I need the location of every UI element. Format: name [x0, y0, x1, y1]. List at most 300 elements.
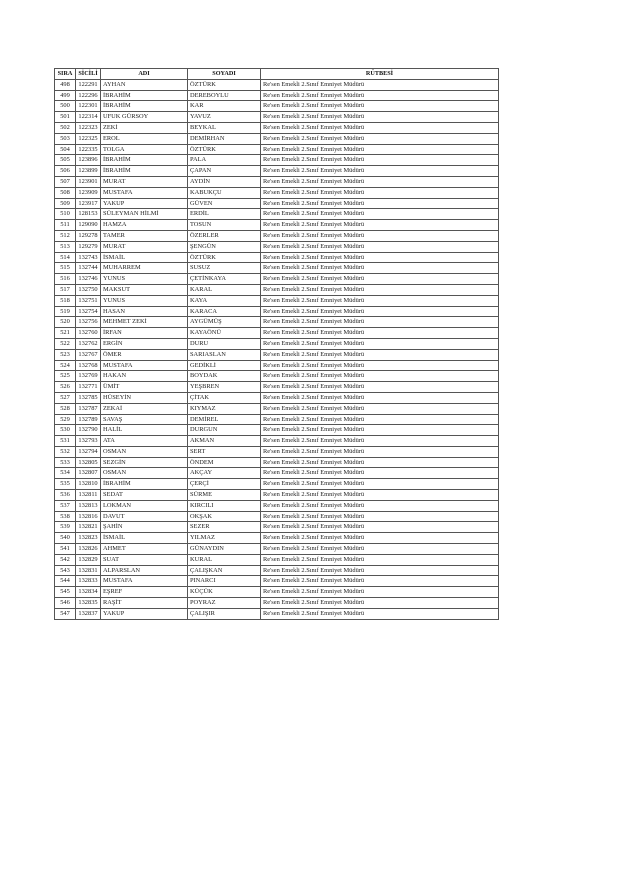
- table-row: [55, 360, 499, 371]
- table-row: [55, 187, 499, 198]
- rank-cell: Re'sen Emekli 2.Sınıf Emniyet Müdürü: [261, 209, 499, 220]
- sicil-cell: 132807: [76, 468, 101, 479]
- rank-cell: Re'sen Emekli 2.Sınıf Emniyet Müdürü: [261, 101, 499, 112]
- rank-cell: Re'sen Emekli 2.Sınıf Emniyet Müdürü: [261, 230, 499, 241]
- surname-cell: DURGUN: [188, 425, 261, 436]
- table-row: [55, 565, 499, 576]
- rank-cell: Re'sen Emekli 2.Sınıf Emniyet Müdürü: [261, 187, 499, 198]
- sira-cell: 539: [55, 522, 76, 533]
- surname-cell: ÖZTÜRK: [188, 79, 261, 90]
- rank-cell: Re'sen Emekli 2.Sınıf Emniyet Müdürü: [261, 490, 499, 501]
- surname-cell: DEMİREL: [188, 414, 261, 425]
- name-cell: TAMER: [101, 230, 188, 241]
- surname-cell: AKMAN: [188, 436, 261, 447]
- table-row: [55, 479, 499, 490]
- sicil-cell: 132829: [76, 554, 101, 565]
- surname-cell: OKŞAK: [188, 511, 261, 522]
- surname-cell: SUSUZ: [188, 263, 261, 274]
- surname-cell: YILMAZ: [188, 533, 261, 544]
- table-row: [55, 122, 499, 133]
- rank-cell: Re'sen Emekli 2.Sınıf Emniyet Müdürü: [261, 338, 499, 349]
- sira-cell: 500: [55, 101, 76, 112]
- sira-cell: 498: [55, 79, 76, 90]
- sira-cell: 501: [55, 112, 76, 123]
- rank-cell: Re'sen Emekli 2.Sınıf Emniyet Müdürü: [261, 263, 499, 274]
- name-cell: ZEKAİ: [101, 403, 188, 414]
- name-cell: YUNUS: [101, 274, 188, 285]
- rank-cell: Re'sen Emekli 2.Sınıf Emniyet Müdürü: [261, 349, 499, 360]
- sira-cell: 524: [55, 360, 76, 371]
- table-row: [55, 608, 499, 619]
- sicil-cell: 122296: [76, 90, 101, 101]
- surname-cell: KÜÇÜK: [188, 587, 261, 598]
- surname-cell: BEYKAL: [188, 122, 261, 133]
- rank-cell: Re'sen Emekli 2.Sınıf Emniyet Müdürü: [261, 598, 499, 609]
- sicil-cell: 132835: [76, 598, 101, 609]
- table-row: [55, 166, 499, 177]
- table-body: [55, 79, 499, 619]
- name-cell: ÖMER: [101, 349, 188, 360]
- surname-cell: AYGÜMÜŞ: [188, 317, 261, 328]
- table-row: [55, 468, 499, 479]
- header-soyadi: SOYADI: [188, 69, 261, 80]
- rank-cell: Re'sen Emekli 2.Sınıf Emniyet Müdürü: [261, 446, 499, 457]
- rank-cell: Re'sen Emekli 2.Sınıf Emniyet Müdürü: [261, 328, 499, 339]
- sira-cell: 541: [55, 544, 76, 555]
- rank-cell: Re'sen Emekli 2.Sınıf Emniyet Müdürü: [261, 306, 499, 317]
- rank-cell: Re'sen Emekli 2.Sınıf Emniyet Müdürü: [261, 436, 499, 447]
- surname-cell: SERT: [188, 446, 261, 457]
- table-row: [55, 241, 499, 252]
- sicil-cell: 123896: [76, 155, 101, 166]
- table-row: [55, 176, 499, 187]
- surname-cell: ÖNDEM: [188, 457, 261, 468]
- sicil-cell: 129090: [76, 220, 101, 231]
- sicil-cell: 132794: [76, 446, 101, 457]
- rank-cell: Re'sen Emekli 2.Sınıf Emniyet Müdürü: [261, 198, 499, 209]
- table-row: [55, 414, 499, 425]
- sira-cell: 534: [55, 468, 76, 479]
- sira-cell: 499: [55, 90, 76, 101]
- sira-cell: 521: [55, 328, 76, 339]
- table-row: [55, 457, 499, 468]
- surname-cell: KABUKÇU: [188, 187, 261, 198]
- sicil-cell: 132744: [76, 263, 101, 274]
- table-row: [55, 306, 499, 317]
- sira-cell: 525: [55, 371, 76, 382]
- table-row: [55, 511, 499, 522]
- table-row: [55, 425, 499, 436]
- sira-cell: 516: [55, 274, 76, 285]
- table-row: [55, 252, 499, 263]
- surname-cell: KIYMAZ: [188, 403, 261, 414]
- surname-cell: POYRAZ: [188, 598, 261, 609]
- surname-cell: ÇİTAK: [188, 392, 261, 403]
- rank-cell: Re'sen Emekli 2.Sınıf Emniyet Müdürü: [261, 284, 499, 295]
- rank-cell: Re'sen Emekli 2.Sınıf Emniyet Müdürü: [261, 511, 499, 522]
- rank-cell: Re'sen Emekli 2.Sınıf Emniyet Müdürü: [261, 457, 499, 468]
- sicil-cell: 132754: [76, 306, 101, 317]
- sira-cell: 535: [55, 479, 76, 490]
- table-row: [55, 155, 499, 166]
- rank-cell: Re'sen Emekli 2.Sınıf Emniyet Müdürü: [261, 468, 499, 479]
- sira-cell: 513: [55, 241, 76, 252]
- sicil-cell: 132751: [76, 295, 101, 306]
- name-cell: OSMAN: [101, 446, 188, 457]
- table-row: [55, 533, 499, 544]
- surname-cell: KARAL: [188, 284, 261, 295]
- rank-cell: Re'sen Emekli 2.Sınıf Emniyet Müdürü: [261, 479, 499, 490]
- table-row: [55, 403, 499, 414]
- sira-cell: 522: [55, 338, 76, 349]
- sira-cell: 514: [55, 252, 76, 263]
- surname-cell: BOYDAK: [188, 371, 261, 382]
- sira-cell: 540: [55, 533, 76, 544]
- surname-cell: ÇAPAN: [188, 166, 261, 177]
- surname-cell: ÇERÇİ: [188, 479, 261, 490]
- sicil-cell: 122323: [76, 122, 101, 133]
- name-cell: YAKUP: [101, 198, 188, 209]
- name-cell: DAVUT: [101, 511, 188, 522]
- table-row: [55, 317, 499, 328]
- surname-cell: DEMİRHAN: [188, 133, 261, 144]
- name-cell: İBRAHİM: [101, 479, 188, 490]
- rank-cell: Re'sen Emekli 2.Sınıf Emniyet Müdürü: [261, 122, 499, 133]
- rank-cell: Re'sen Emekli 2.Sınıf Emniyet Müdürü: [261, 166, 499, 177]
- rank-cell: Re'sen Emekli 2.Sınıf Emniyet Müdürü: [261, 90, 499, 101]
- surname-cell: SARIASLAN: [188, 349, 261, 360]
- table-row: [55, 133, 499, 144]
- name-cell: SUAT: [101, 554, 188, 565]
- table-row: [55, 274, 499, 285]
- name-cell: İBRAHİM: [101, 101, 188, 112]
- sira-cell: 542: [55, 554, 76, 565]
- name-cell: ŞAHİN: [101, 522, 188, 533]
- rank-cell: Re'sen Emekli 2.Sınıf Emniyet Müdürü: [261, 371, 499, 382]
- rank-cell: Re'sen Emekli 2.Sınıf Emniyet Müdürü: [261, 565, 499, 576]
- table-row: [55, 446, 499, 457]
- table-row: [55, 371, 499, 382]
- sicil-cell: 132768: [76, 360, 101, 371]
- sira-cell: 543: [55, 565, 76, 576]
- sira-cell: 515: [55, 263, 76, 274]
- sira-cell: 532: [55, 446, 76, 457]
- name-cell: UFUK GÜRSOY: [101, 112, 188, 123]
- rank-cell: Re'sen Emekli 2.Sınıf Emniyet Müdürü: [261, 295, 499, 306]
- sira-cell: 526: [55, 382, 76, 393]
- sira-cell: 537: [55, 500, 76, 511]
- name-cell: HAKAN: [101, 371, 188, 382]
- surname-cell: YEŞBREN: [188, 382, 261, 393]
- name-cell: MEHMET ZEKİ: [101, 317, 188, 328]
- surname-cell: GEDİKLİ: [188, 360, 261, 371]
- sira-cell: 508: [55, 187, 76, 198]
- header-adi: ADI: [101, 69, 188, 80]
- rank-cell: Re'sen Emekli 2.Sınıf Emniyet Müdürü: [261, 176, 499, 187]
- rank-cell: Re'sen Emekli 2.Sınıf Emniyet Müdürü: [261, 317, 499, 328]
- name-cell: ZEKİ: [101, 122, 188, 133]
- sira-cell: 507: [55, 176, 76, 187]
- sicil-cell: 132790: [76, 425, 101, 436]
- surname-cell: ŞENGÜN: [188, 241, 261, 252]
- table-row: [55, 598, 499, 609]
- sicil-cell: 132789: [76, 414, 101, 425]
- table-row: [55, 263, 499, 274]
- surname-cell: PINARCI: [188, 576, 261, 587]
- surname-cell: ERDİL: [188, 209, 261, 220]
- sicil-cell: 123917: [76, 198, 101, 209]
- rank-cell: Re'sen Emekli 2.Sınıf Emniyet Müdürü: [261, 241, 499, 252]
- table-row: [55, 554, 499, 565]
- table-row: [55, 144, 499, 155]
- table-row: [55, 338, 499, 349]
- surname-cell: DURU: [188, 338, 261, 349]
- sira-cell: 506: [55, 166, 76, 177]
- rank-cell: Re'sen Emekli 2.Sınıf Emniyet Müdürü: [261, 533, 499, 544]
- rank-cell: Re'sen Emekli 2.Sınıf Emniyet Müdürü: [261, 587, 499, 598]
- sicil-cell: 122335: [76, 144, 101, 155]
- sicil-cell: 132823: [76, 533, 101, 544]
- sira-cell: 546: [55, 598, 76, 609]
- sira-cell: 517: [55, 284, 76, 295]
- table-row: [55, 490, 499, 501]
- surname-cell: SÜRME: [188, 490, 261, 501]
- surname-cell: KARACA: [188, 306, 261, 317]
- surname-cell: SEZER: [188, 522, 261, 533]
- name-cell: YUNUS: [101, 295, 188, 306]
- name-cell: MURAT: [101, 241, 188, 252]
- sicil-cell: 122291: [76, 79, 101, 90]
- rank-cell: Re'sen Emekli 2.Sınıf Emniyet Müdürü: [261, 133, 499, 144]
- header-rutbe: RÜTBESİ: [261, 69, 499, 80]
- sicil-cell: 132760: [76, 328, 101, 339]
- rank-cell: Re'sen Emekli 2.Sınıf Emniyet Müdürü: [261, 382, 499, 393]
- sira-cell: 529: [55, 414, 76, 425]
- sicil-cell: 132769: [76, 371, 101, 382]
- name-cell: TOLGA: [101, 144, 188, 155]
- table-row: [55, 522, 499, 533]
- sicil-cell: 132756: [76, 317, 101, 328]
- sicil-cell: 132787: [76, 403, 101, 414]
- table-row: [55, 436, 499, 447]
- sira-cell: 547: [55, 608, 76, 619]
- sira-cell: 505: [55, 155, 76, 166]
- sira-cell: 528: [55, 403, 76, 414]
- surname-cell: DEREBOYLU: [188, 90, 261, 101]
- sicil-cell: 132746: [76, 274, 101, 285]
- sicil-cell: 122301: [76, 101, 101, 112]
- name-cell: RAŞİT: [101, 598, 188, 609]
- sira-cell: 527: [55, 392, 76, 403]
- rank-cell: Re'sen Emekli 2.Sınıf Emniyet Müdürü: [261, 403, 499, 414]
- rank-cell: Re'sen Emekli 2.Sınıf Emniyet Müdürü: [261, 252, 499, 263]
- sicil-cell: 122325: [76, 133, 101, 144]
- sira-cell: 512: [55, 230, 76, 241]
- surname-cell: ÇALIŞIR: [188, 608, 261, 619]
- table-row: [55, 349, 499, 360]
- name-cell: İRFAN: [101, 328, 188, 339]
- surname-cell: GÜNAYDIN: [188, 544, 261, 555]
- name-cell: EROL: [101, 133, 188, 144]
- name-cell: HASAN: [101, 306, 188, 317]
- table-row: [55, 295, 499, 306]
- rank-cell: Re'sen Emekli 2.Sınıf Emniyet Müdürü: [261, 500, 499, 511]
- surname-cell: KAYA: [188, 295, 261, 306]
- name-cell: HAMZA: [101, 220, 188, 231]
- name-cell: MUSTAFA: [101, 360, 188, 371]
- sira-cell: 536: [55, 490, 76, 501]
- surname-cell: KURAL: [188, 554, 261, 565]
- surname-cell: YAVUZ: [188, 112, 261, 123]
- table-row: [55, 576, 499, 587]
- sicil-cell: 129278: [76, 230, 101, 241]
- name-cell: SEDAT: [101, 490, 188, 501]
- sicil-cell: 132831: [76, 565, 101, 576]
- name-cell: MURAT: [101, 176, 188, 187]
- sicil-cell: 132810: [76, 479, 101, 490]
- name-cell: İSMAİL: [101, 252, 188, 263]
- table-row: [55, 382, 499, 393]
- table-header-row: [55, 69, 499, 80]
- sicil-cell: 129279: [76, 241, 101, 252]
- name-cell: HALİL: [101, 425, 188, 436]
- sicil-cell: 132837: [76, 608, 101, 619]
- table-row: [55, 90, 499, 101]
- name-cell: MUSTAFA: [101, 576, 188, 587]
- sicil-cell: 132767: [76, 349, 101, 360]
- surname-cell: ÖZERLER: [188, 230, 261, 241]
- name-cell: SAVAŞ: [101, 414, 188, 425]
- personnel-table: [54, 68, 499, 620]
- name-cell: HÜSEYİN: [101, 392, 188, 403]
- table-row: [55, 209, 499, 220]
- rank-cell: Re'sen Emekli 2.Sınıf Emniyet Müdürü: [261, 220, 499, 231]
- sicil-cell: 122314: [76, 112, 101, 123]
- name-cell: ALPARSLAN: [101, 565, 188, 576]
- name-cell: MAKSUT: [101, 284, 188, 295]
- sira-cell: 509: [55, 198, 76, 209]
- rank-cell: Re'sen Emekli 2.Sınıf Emniyet Müdürü: [261, 392, 499, 403]
- sira-cell: 533: [55, 457, 76, 468]
- rank-cell: Re'sen Emekli 2.Sınıf Emniyet Müdürü: [261, 522, 499, 533]
- table-row: [55, 101, 499, 112]
- header-sira: SIRA: [55, 69, 76, 80]
- table-row: [55, 112, 499, 123]
- surname-cell: AYDİN: [188, 176, 261, 187]
- sira-cell: 504: [55, 144, 76, 155]
- name-cell: ATA: [101, 436, 188, 447]
- table-row: [55, 220, 499, 231]
- sira-cell: 520: [55, 317, 76, 328]
- sicil-cell: 132813: [76, 500, 101, 511]
- sira-cell: 510: [55, 209, 76, 220]
- name-cell: EŞREF: [101, 587, 188, 598]
- sira-cell: 545: [55, 587, 76, 598]
- name-cell: İBRAHİM: [101, 155, 188, 166]
- rank-cell: Re'sen Emekli 2.Sınıf Emniyet Müdürü: [261, 79, 499, 90]
- rank-cell: Re'sen Emekli 2.Sınıf Emniyet Müdürü: [261, 554, 499, 565]
- name-cell: SÜLEYMAN HİLMİ: [101, 209, 188, 220]
- sicil-cell: 132805: [76, 457, 101, 468]
- sira-cell: 511: [55, 220, 76, 231]
- name-cell: İBRAHİM: [101, 166, 188, 177]
- sicil-cell: 132750: [76, 284, 101, 295]
- sicil-cell: 132771: [76, 382, 101, 393]
- table-row: [55, 587, 499, 598]
- name-cell: AHMET: [101, 544, 188, 555]
- rank-cell: Re'sen Emekli 2.Sınıf Emniyet Müdürü: [261, 360, 499, 371]
- sicil-cell: 132826: [76, 544, 101, 555]
- name-cell: SEZGİN: [101, 457, 188, 468]
- surname-cell: ÇETİNKAYA: [188, 274, 261, 285]
- surname-cell: TOSUN: [188, 220, 261, 231]
- rank-cell: Re'sen Emekli 2.Sınıf Emniyet Müdürü: [261, 425, 499, 436]
- sicil-cell: 132762: [76, 338, 101, 349]
- surname-cell: KAR: [188, 101, 261, 112]
- sira-cell: 519: [55, 306, 76, 317]
- surname-cell: KAYAÖNÜ: [188, 328, 261, 339]
- sira-cell: 544: [55, 576, 76, 587]
- rank-cell: Re'sen Emekli 2.Sınıf Emniyet Müdürü: [261, 544, 499, 555]
- rank-cell: Re'sen Emekli 2.Sınıf Emniyet Müdürü: [261, 414, 499, 425]
- name-cell: YAKUP: [101, 608, 188, 619]
- sicil-cell: 123899: [76, 166, 101, 177]
- sicil-cell: 128153: [76, 209, 101, 220]
- sicil-cell: 132821: [76, 522, 101, 533]
- surname-cell: ÖZTÜRK: [188, 144, 261, 155]
- sicil-cell: 123909: [76, 187, 101, 198]
- name-cell: ERGİN: [101, 338, 188, 349]
- table-row: [55, 230, 499, 241]
- sicil-cell: 132816: [76, 511, 101, 522]
- table-row: [55, 198, 499, 209]
- surname-cell: AKÇAY: [188, 468, 261, 479]
- sicil-cell: 132811: [76, 490, 101, 501]
- surname-cell: GÜVEN: [188, 198, 261, 209]
- name-cell: İBRAHİM: [101, 90, 188, 101]
- sira-cell: 538: [55, 511, 76, 522]
- table-row: [55, 328, 499, 339]
- sicil-cell: 132785: [76, 392, 101, 403]
- rank-cell: Re'sen Emekli 2.Sınıf Emniyet Müdürü: [261, 576, 499, 587]
- sira-cell: 518: [55, 295, 76, 306]
- rank-cell: Re'sen Emekli 2.Sınıf Emniyet Müdürü: [261, 608, 499, 619]
- sira-cell: 530: [55, 425, 76, 436]
- sicil-cell: 123901: [76, 176, 101, 187]
- sicil-cell: 132743: [76, 252, 101, 263]
- surname-cell: ÖZTÜRK: [188, 252, 261, 263]
- surname-cell: PALA: [188, 155, 261, 166]
- rank-cell: Re'sen Emekli 2.Sınıf Emniyet Müdürü: [261, 155, 499, 166]
- sira-cell: 503: [55, 133, 76, 144]
- name-cell: AYHAN: [101, 79, 188, 90]
- sicil-cell: 132793: [76, 436, 101, 447]
- sira-cell: 502: [55, 122, 76, 133]
- table-row: [55, 500, 499, 511]
- name-cell: ÜMİT: [101, 382, 188, 393]
- name-cell: MUHARREM: [101, 263, 188, 274]
- sira-cell: 523: [55, 349, 76, 360]
- rank-cell: Re'sen Emekli 2.Sınıf Emniyet Müdürü: [261, 274, 499, 285]
- sicil-cell: 132833: [76, 576, 101, 587]
- header-sicil: SİCİLİ: [76, 69, 101, 80]
- table-row: [55, 79, 499, 90]
- surname-cell: KIRCILI: [188, 500, 261, 511]
- table-row: [55, 392, 499, 403]
- table-row: [55, 284, 499, 295]
- sicil-cell: 132834: [76, 587, 101, 598]
- name-cell: İSMAİL: [101, 533, 188, 544]
